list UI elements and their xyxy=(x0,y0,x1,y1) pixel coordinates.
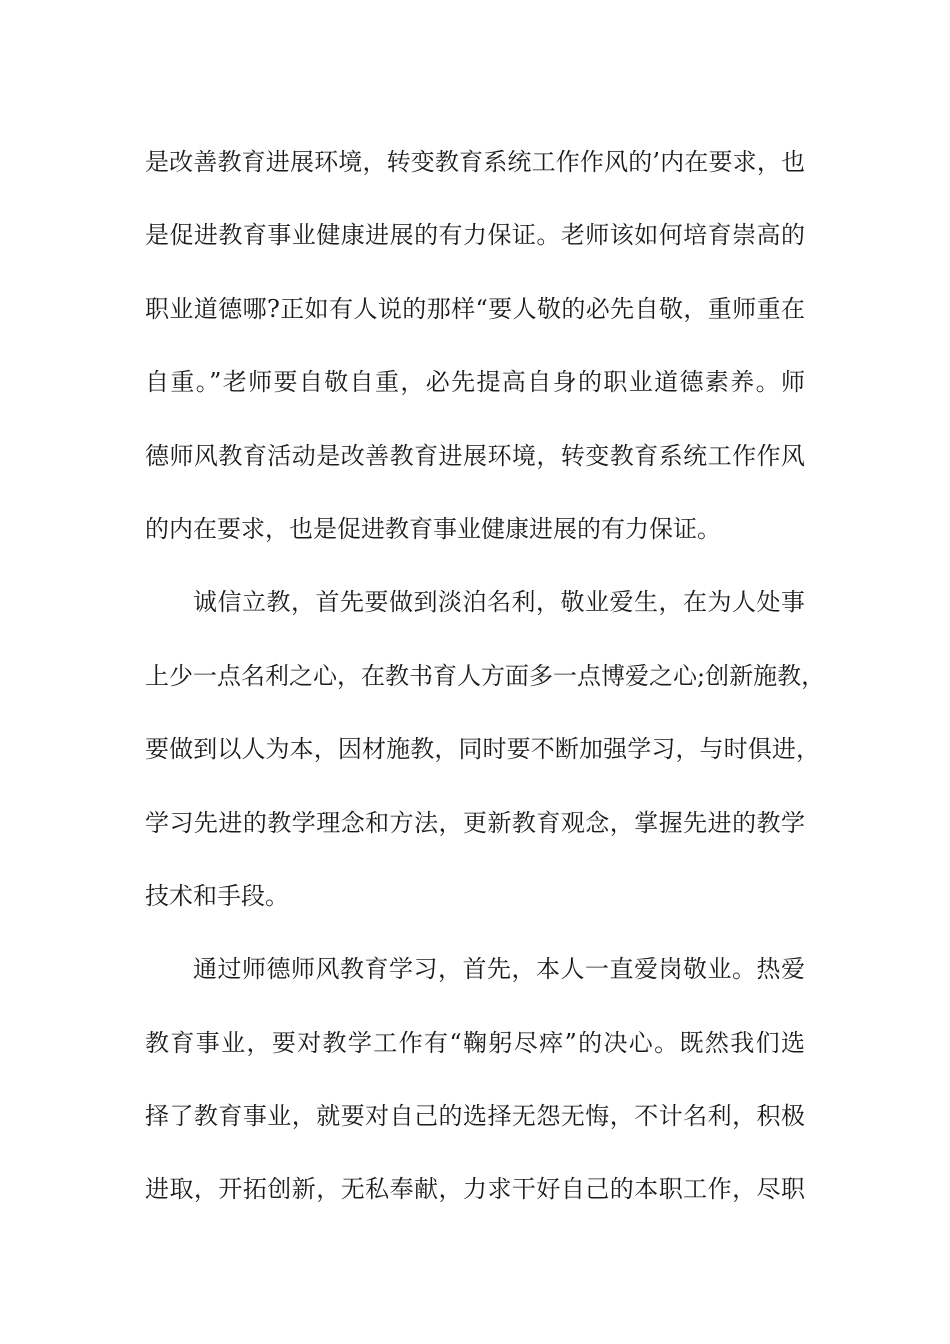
text-line: 技术和手段。 xyxy=(145,881,289,910)
document-body xyxy=(145,126,825,1227)
text-line: 的内在要求，也是促进教育事业健康进展的有力保证。 xyxy=(145,514,721,543)
paragraph xyxy=(145,933,825,1227)
text-line: 诚信立教，首先要做到淡泊名利，敬业爱生，在为人处事 xyxy=(193,588,805,617)
text-line: 德师风教育活动是改善教育进展环境，转变教育系统工作作风 xyxy=(145,441,805,470)
text-line: 是改善教育进展环境，转变教育系统工作作风的’内在要求，也 xyxy=(145,148,805,176)
text-line: 通过师德师风教育学习，首先，本人一直爱岗敬业。热爱 xyxy=(193,955,805,984)
paragraph xyxy=(145,566,825,933)
paragraph xyxy=(145,126,825,566)
text-line: 上少一点名利之心，在教书育人方面多一点博爱之心;创新施教， xyxy=(145,661,826,690)
text-line: 学习先进的教学理念和方法，更新教育观念，掌握先进的教学 xyxy=(145,808,805,837)
text-line: 自重。”老师要自敬自重，必先提高自身的职业道德素养。师 xyxy=(145,368,805,397)
text-line: 进取，开拓创新，无私奉献，力求干好自己的本职工作，尽职 xyxy=(145,1175,805,1204)
text-line: 教育事业，要对教学工作有“鞠躬尽瘁”的决心。既然我们选 xyxy=(145,1028,805,1057)
text-line: 职业道德哪?正如有人说的那样“要人敬的必先自敬，重师重在 xyxy=(145,294,805,323)
text-line: 是促进教育事业健康进展的有力保证。老师该如何培育崇高的 xyxy=(145,221,805,250)
text-line: 择了教育事业，就要对自己的选择无怨无悔，不计名利，积极 xyxy=(145,1102,805,1131)
text-line: 要做到以人为本，因材施教，同时要不断加强学习，与时俱进， xyxy=(145,735,820,764)
